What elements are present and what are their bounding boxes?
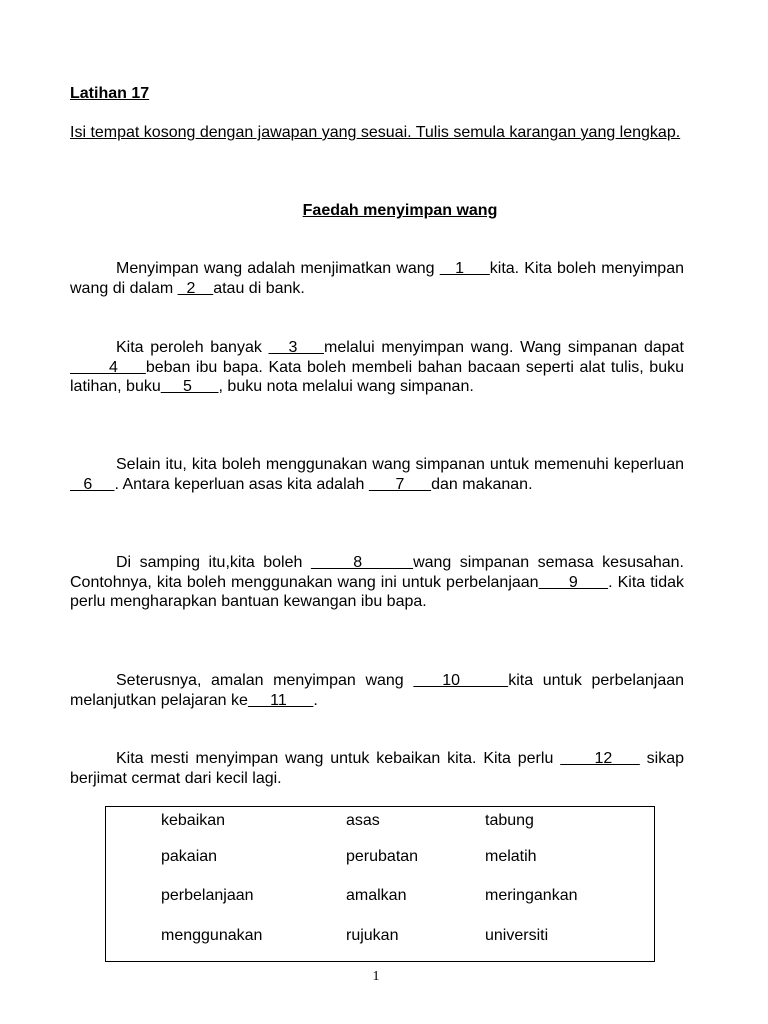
word-bank-item: perbelanjaan [161, 887, 254, 904]
word-bank-item: perubatan [346, 848, 419, 865]
exercise-heading: Latihan 17 [70, 85, 150, 102]
word-bank-item: kebaikan [161, 812, 226, 829]
blank-12: 12 [560, 750, 640, 767]
instruction-text: Isi tempat kosong dengan jawapan yang sesuai. Tulis semula karangan yang lengkap. [70, 124, 681, 141]
word-bank-item: menggunakan [161, 927, 263, 944]
paragraph-2: Kita peroleh banyak 3 melalui menyimpan wang. Wang simpanan dapat 4 beban ibu bapa. Kata boleh membeli bahan bacaan seperti alat tulis, buku latihan, buku 5 , buku nota melalui wang simpanan. [70, 339, 685, 395]
word-bank-item: amalkan [346, 887, 407, 904]
blank-2: 2 [177, 279, 214, 297]
page-number: 1 [372, 969, 380, 984]
word-bank-item: pakaian [161, 848, 218, 865]
word-bank-item: rujukan [346, 927, 399, 944]
paragraph-5: Seterusnya, amalan menyimpan wang 10 kita untuk perbelanjaan melanjutkan pelajaran ke 11 . [70, 672, 685, 709]
word-bank-item: universiti [485, 927, 549, 944]
paragraph-3: Selain itu, kita boleh menggunakan wang simpanan untuk memenuhi keperluan 6 . Antara keperluan asas kita adalah 7 dan makanan. [70, 456, 684, 493]
blank-7: 7 [368, 475, 432, 493]
blank-4: 4 [70, 358, 146, 376]
blank-8: 8 [310, 554, 414, 571]
paragraph-1: Menyimpan wang adalah menjimatkan wang 1 kita. Kita boleh menyimpan wang di dalam 2 atau di bank. [70, 260, 684, 297]
blank-10: 10 [413, 672, 509, 689]
word-bank-box [105, 806, 655, 962]
blank-9: 9 [538, 573, 609, 591]
blank-6: 6 [70, 475, 115, 493]
blank-3: 3 [268, 339, 325, 356]
word-bank-item: tabung [485, 812, 534, 829]
blank-11: 11 [247, 691, 314, 709]
blank-5: 5 [160, 378, 219, 395]
paragraph-6: Kita mesti menyimpan wang untuk kebaikan kita. Kita perlu 12 sikap berjimat cermat dari kecil lagi. [70, 750, 685, 787]
word-bank-item: meringankan [485, 887, 578, 904]
blank-1: 1 [439, 260, 490, 277]
paragraph-4: Di samping itu,kita boleh 8 wang simpanan semasa kesusahan. Contohnya, kita boleh menggunakan wang ini untuk perbelanjaan 9 . Kita tidak perlu mengharapkan bantuan kewangan ibu bapa. [70, 554, 685, 610]
word-bank-item: melatih [485, 848, 537, 865]
essay-title: Faedah menyimpan wang [302, 202, 498, 219]
word-bank-item: asas [346, 812, 380, 829]
